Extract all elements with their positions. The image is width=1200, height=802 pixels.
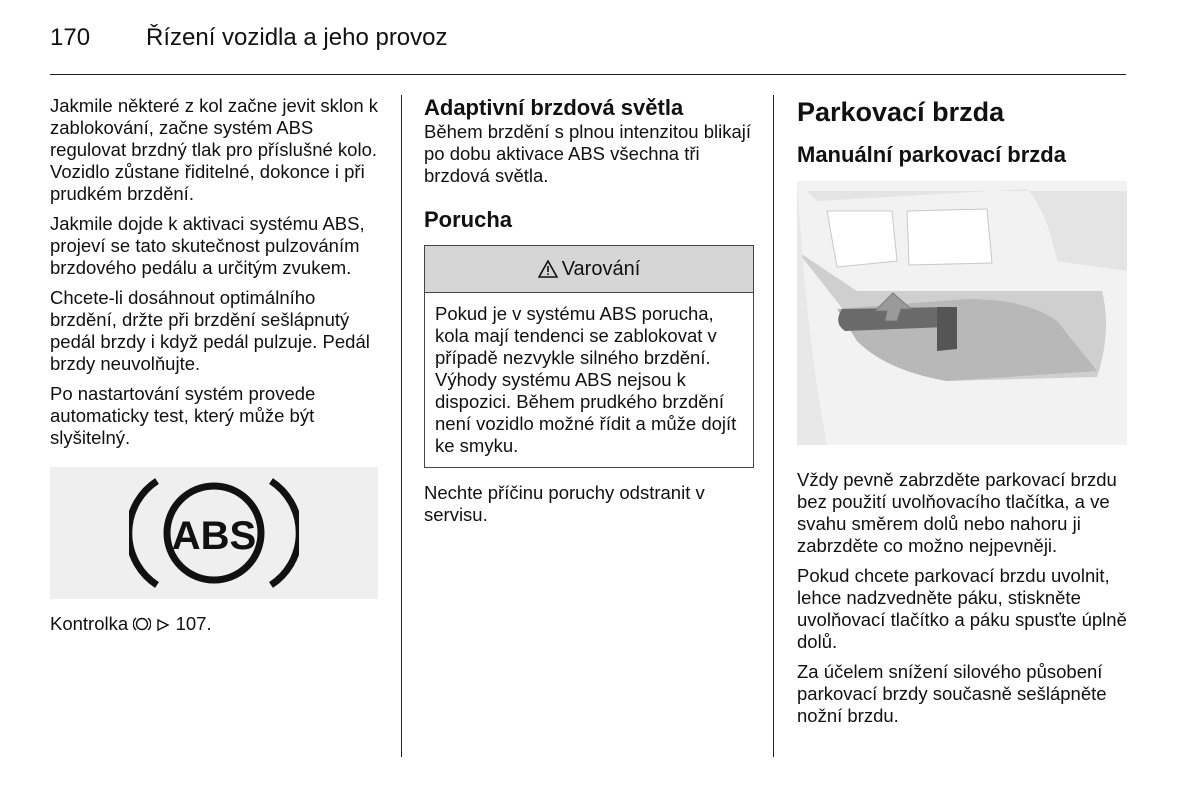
- warning-box: [424, 245, 754, 468]
- paragraph: Během brzdění s plnou intenzitou blikají po dobu aktivace ABS všechna tři brzdová světla.: [424, 121, 752, 186]
- section-heading-adaptive-brake-lights: Adaptivní brzdová světla: [424, 95, 684, 120]
- subsection-heading-manual-parking-brake: Manuální parkovací brzda: [797, 142, 1066, 167]
- abs-icon: [129, 473, 299, 593]
- paragraph: Chcete-li dosáhnout optimálního brzdění, držte při brzdění sešlápnutý pedál brzdy i když pedál pulzuje. Pedál brzdy neuvolňujte.: [50, 287, 370, 374]
- warning-text: Pokud je v systému ABS porucha, kola mají tendenci se zablokovat v případě nezvykle silného brzdění. Výhody systému ABS nejsou k dispozici. Během prudkého brzdění není vozidlo možné řídit a může dojít ke smyku.: [435, 303, 737, 456]
- abs-warning-light-image: [50, 467, 378, 599]
- column-divider-2: [773, 95, 774, 757]
- warning-title: Varování: [561, 258, 641, 280]
- abs-small-icon: [133, 616, 151, 632]
- kontrolka-page-ref: 107.: [175, 613, 212, 634]
- paragraph: Jakmile dojde k aktivaci systému ABS, projeví se tato skutečnost pulzováním brzdového pedálu a určitým zvukem.: [50, 213, 365, 278]
- header-rule: [50, 74, 1126, 75]
- page-number: 170: [50, 24, 91, 51]
- page-title: Řízení vozidla a jeho provoz: [146, 24, 448, 51]
- parking-brake-lever-image: [797, 181, 1127, 445]
- warning-header: [425, 246, 753, 293]
- column-divider-1: [401, 95, 402, 757]
- page-reference-arrow-icon: [156, 618, 170, 632]
- section-heading-parking-brake: Parkovací brzda: [797, 97, 1005, 127]
- column-2: [424, 95, 754, 534]
- abs-icon-label: ABS: [171, 514, 257, 558]
- paragraph: Jakmile některé z kol začne jevit sklon k zablokování, začne systém ABS regulovat brzdný tlak pro příslušné kolo. Vozidlo zůstane řiditelné, dokonce i při prudkém brzdění.: [50, 95, 378, 204]
- paragraph: Pokud chcete parkovací brzdu uvolnit, lehce nadzvedněte páku, stiskněte uvolňovací tlačítko a páku spusťte úplně dolů.: [797, 565, 1127, 652]
- kontrolka-reference: [50, 613, 385, 635]
- column-1: [50, 95, 385, 643]
- paragraph: Vždy pevně zabrzděte parkovací brzdu bez použití uvolňovacího tlačítka, a ve svahu směrem dolů nebo nahoru ji zabrzděte co možno nejpevněji.: [797, 469, 1117, 556]
- page-header: [50, 24, 448, 52]
- paragraph: Po nastartování systém provede automaticky test, který může být slyšitelný.: [50, 383, 316, 448]
- column-3: [797, 95, 1127, 735]
- paragraph: Nechte příčinu poruchy odstranit v servisu.: [424, 482, 705, 525]
- paragraph: Za účelem snížení silového působení parkovací brzdy současně sešlápněte nožní brzdu.: [797, 661, 1107, 726]
- warning-triangle-icon: [538, 260, 558, 278]
- section-heading-fault: Porucha: [424, 207, 513, 232]
- kontrolka-label: Kontrolka: [50, 613, 129, 634]
